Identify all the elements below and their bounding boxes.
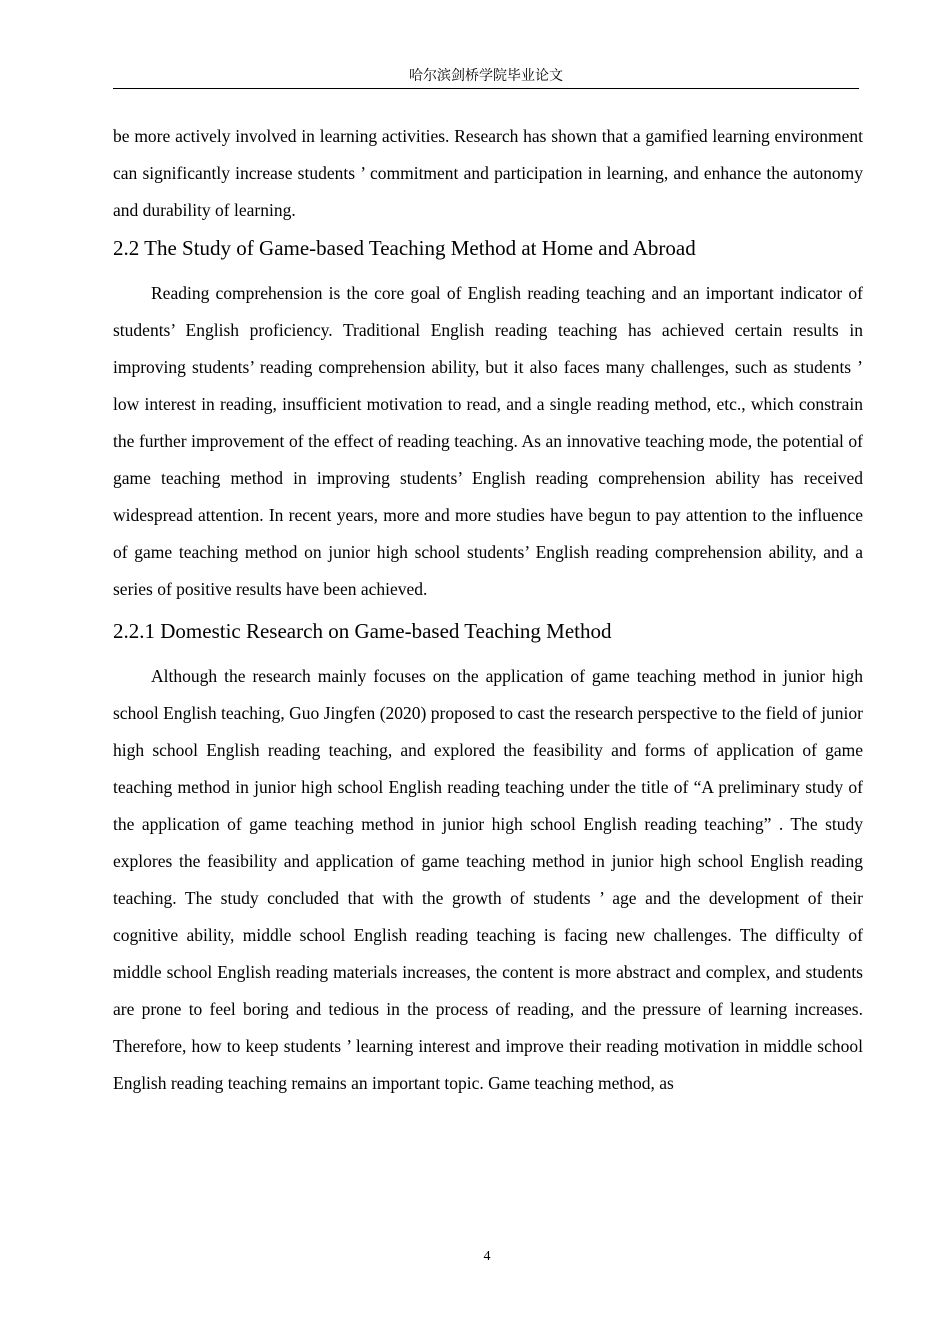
page-number: 4 (483, 1249, 491, 1264)
paragraph-section-2-2-1: Although the research mainly focuses on the application of game teaching method in junior high school English teaching, Guo Jingfen (2020) proposed to cast the research perspective to the field of junior high school English reading teaching, and explored the feasibility and forms of application of game teaching method in junior high school English reading teaching under the title of “A preliminary study of the application of game teaching method in junior high school English reading teaching” . The study explores the feasibility and application of game teaching method in junior high school English reading teaching. The study concluded that with the growth of students ’ age and the development of their cognitive ability, middle school English reading teaching is facing new challenges. The difficulty of middle school English reading materials increases, the content is more abstract and complex, and students are prone to feel boring and tedious in the process of reading, and the pressure of learning increases. Therefore, how to keep students ’ learning interest and improve their reading motivation in middle school English reading teaching remains an important topic. Game teaching method, as (113, 666, 863, 1093)
section-heading-2-2: 2.2 The Study of Game-based Teaching Method at Home and Abroad (113, 236, 696, 260)
page-header (113, 66, 859, 89)
header-title: 哈尔滨剑桥学院毕业论文 (409, 68, 563, 84)
paragraph-section-2-2: Reading comprehension is the core goal of English reading teaching and an important indicator of students’ English proficiency. Traditional English reading teaching has achieved certain results in improving students’ reading comprehension ability, but it also faces many challenges, such as students ’ low interest in reading, insufficient motivation to read, and a single reading method, etc., which constrain the further improvement of the effect of reading teaching. As an innovative teaching mode, the potential of game teaching method in improving students’ English reading comprehension ability has received widespread attention. In recent years, more and more studies have begun to pay attention to the influence of game teaching method on junior high school students’ English reading comprehension ability, and a series of positive results have been achieved. (113, 283, 863, 599)
page-body (113, 118, 863, 1102)
paragraph-continued: be more actively involved in learning activities. Research has shown that a gamified learning environment can significantly increase students ’ commitment and participation in learning, and enhance the autonomy and durability of learning. (113, 126, 863, 220)
section-heading-2-2-1: 2.2.1 Domestic Research on Game-based Teaching Method (113, 619, 612, 643)
